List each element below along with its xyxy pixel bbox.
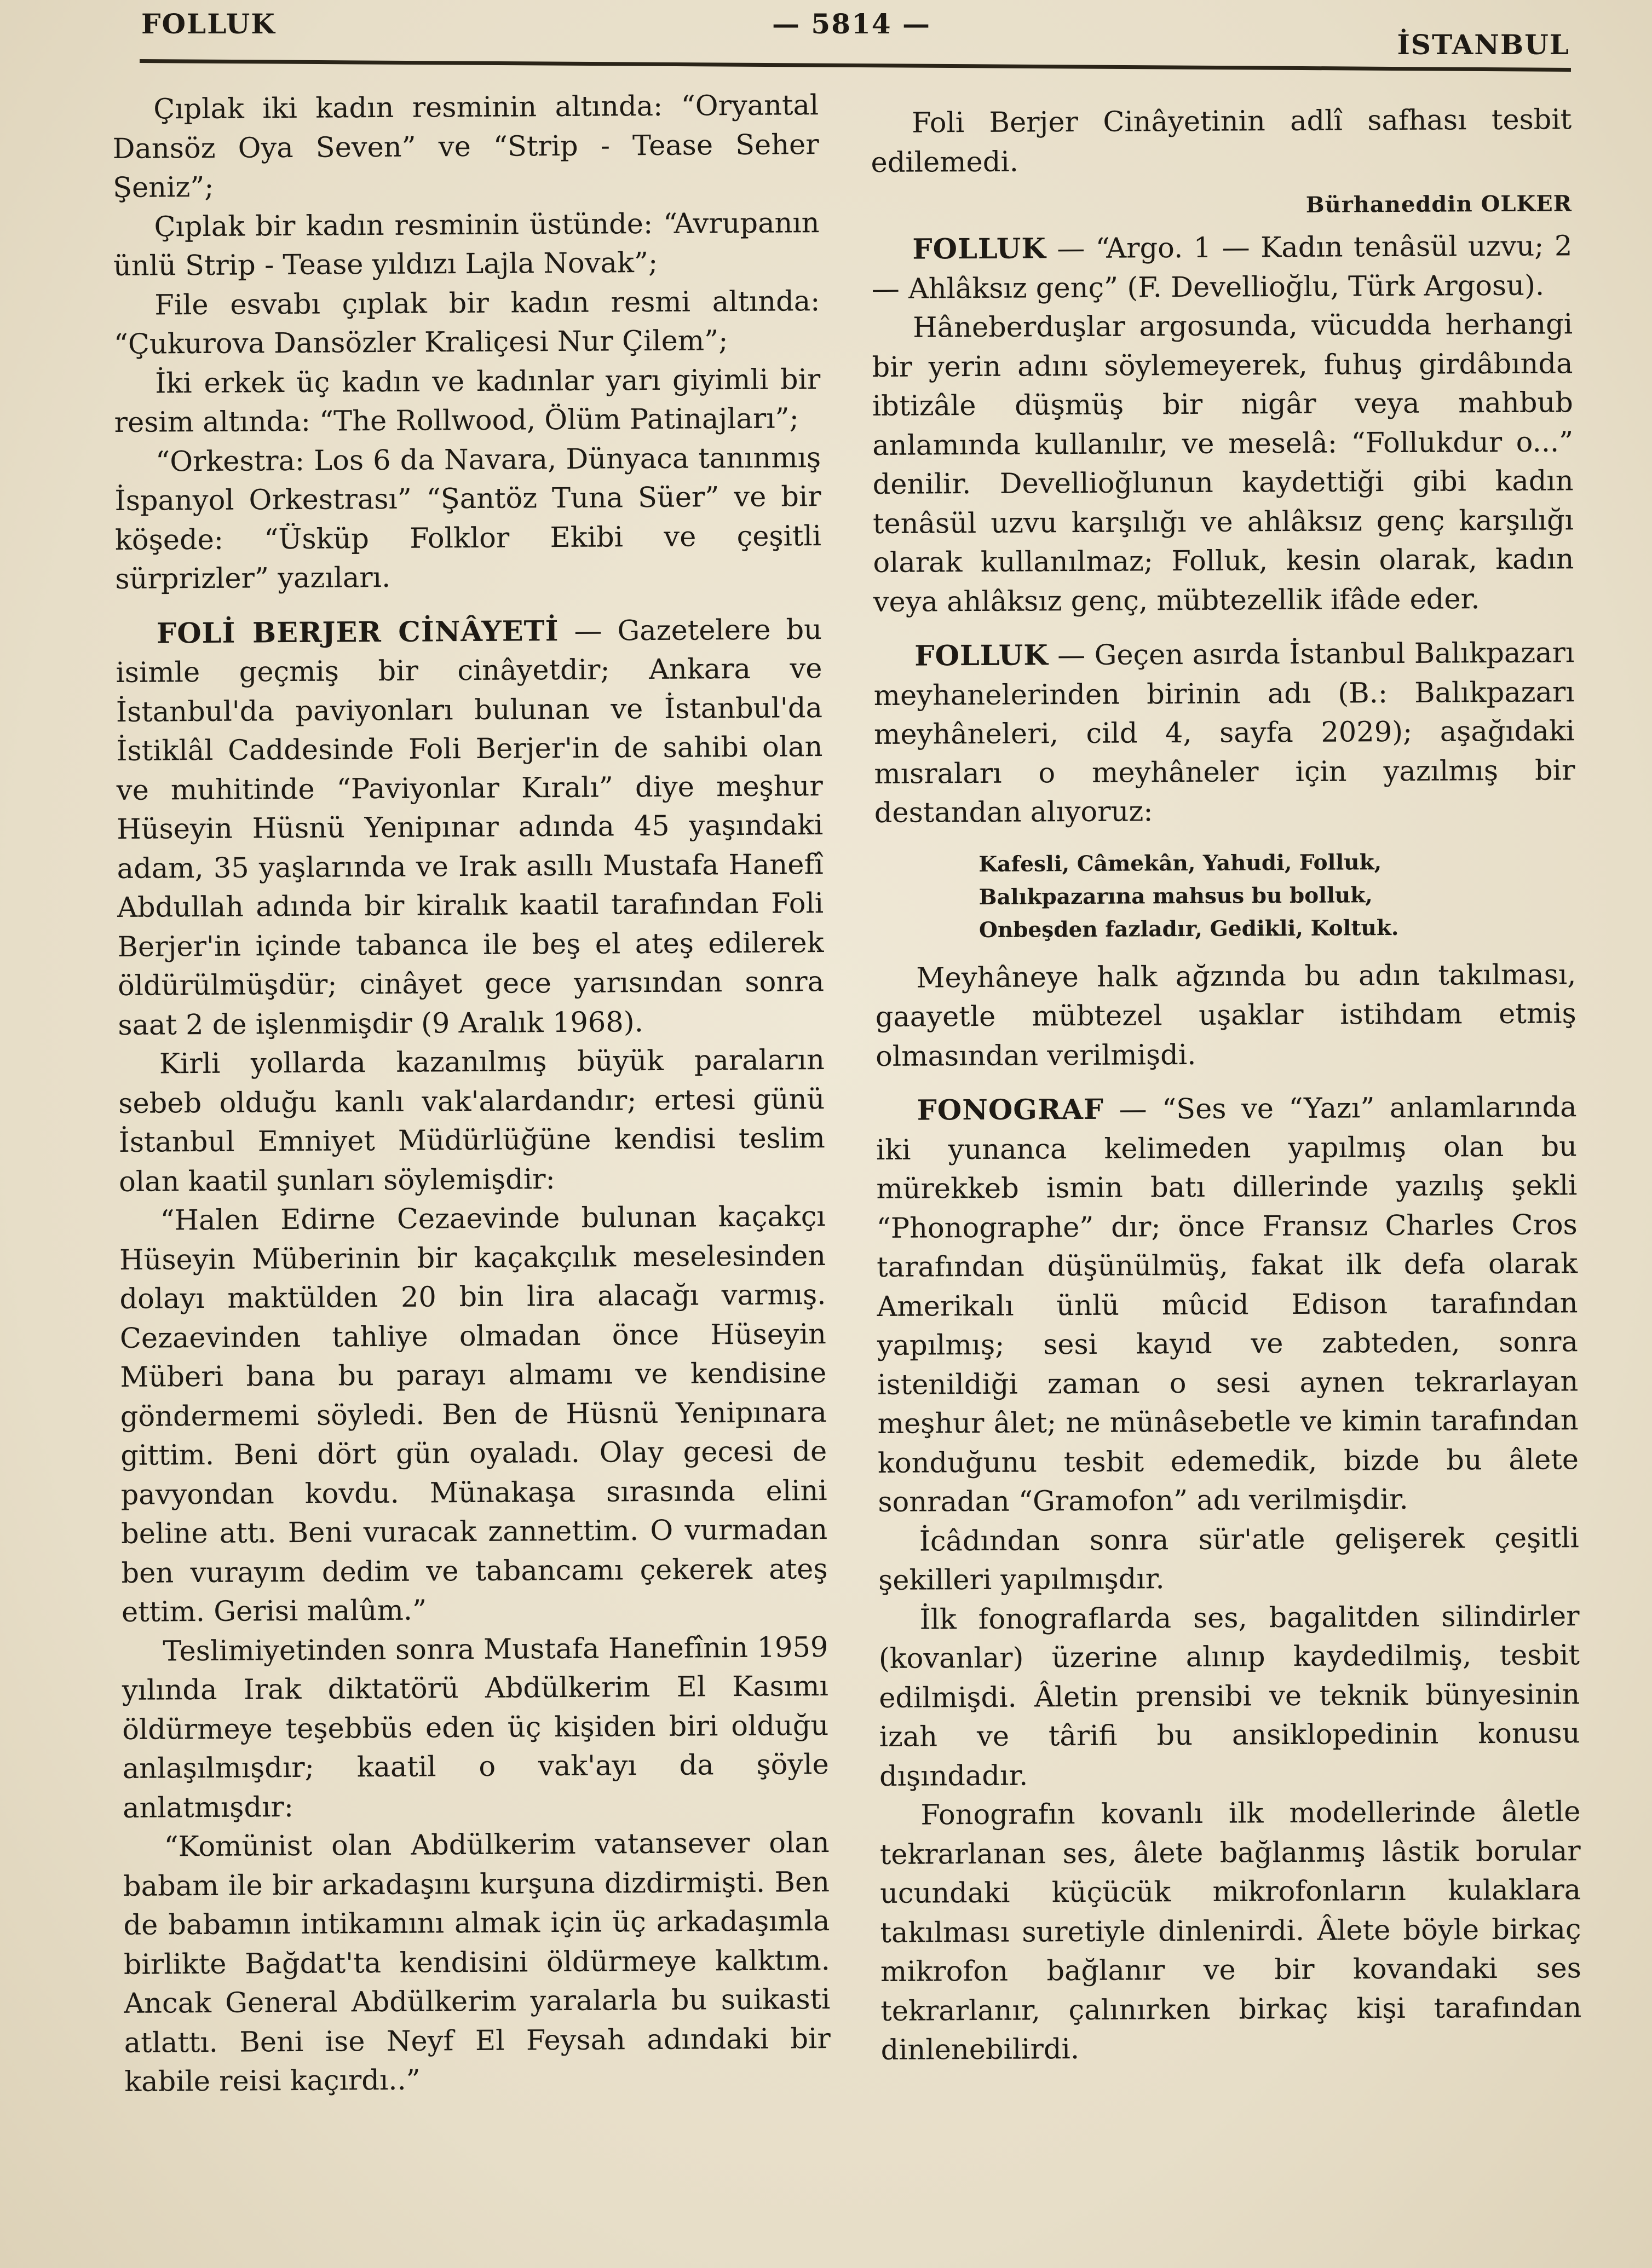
paragraph: Çıplak iki kadın resminin altında: “Oryantal Dansöz Oya Seven” ve “Strip - Tease Seher Şeniz”; (112, 89, 819, 204)
paragraph: Teslimiyetinden sonra Mustafa Hanefînin 1959 yılında Irak diktatörü Abdülkerim El Kasımı öldürmeye teşebbüs eden üç kişiden biri olduğu anlaşılmışdır; kaatil o vak'ayı da şöyle anlatmışdır: (122, 1631, 829, 1825)
right-column (871, 100, 1582, 2070)
paragraph: Meyhâneye halk ağzında bu adın takılması, gaayetle mübtezel uşaklar istihdam etmiş olmasından verilmişdi. (875, 958, 1576, 1073)
paragraph: “Orkestra: Los 6 da Navara, Dünyaca tanınmış İspanyol Orkestrası” “Şantöz Tuna Süer” ve bir köşede: “Üsküp Folklor Ekibi ve çeşitli sürprizler” yazıları. (114, 441, 822, 596)
paragraph: İlk fonograflarda ses, bagalitden silindirler (kovanlar) üzerine alınıp kaydedilmiş, tesbit edilmişdi. Âletin prensibi ve teknik bünyesinin izah ve târifi bu ansiklopedinin konusu dışındadır. (878, 1600, 1580, 1793)
entry-foli-berjer (116, 610, 825, 1045)
paragraph: Fonografın kovanlı ilk modellerinde âletle tekrarlanan ses, âlete bağlanmış lâstik borular ucundaki küçücük mikrofonların kulaklara takılması suretiyle dinlenirdi. Âlete böyle birkaç mikrofon bağlanır ve bir kovandaki ses tekrarlanır, çalınırken birkaç kişi tarafından dinlenebilirdi. (879, 1796, 1582, 2067)
paragraph: İki erkek üç kadın ve kadınlar yarı giyimli bir resim altında: “The Rollwood, Ölüm Patinajları”; (114, 363, 821, 439)
entry-text: — Geçen asırda İstanbul Balıkpazarı meyhanelerinden birinin adı (B.: Balıkpazarı meyhâneleri, cild 4, sayfa 2029); aşağıdaki mısraları o meyhâneler için yazılmış bir destandan alıyoruz: (873, 637, 1575, 829)
running-head-right: İSTANBUL (1397, 28, 1570, 61)
paragraph: Kirli yollarda kazanılmış büyük paraların sebeb olduğu kanlı vak'alardandır; ertesi günü İstanbul Emniyet Müdürlüğüne kendisi teslim olan kaatil şunları söylemişdir: (118, 1044, 825, 1198)
verse-line: Onbeşden fazladır, Gedikli, Koltuk. (978, 915, 1399, 943)
paragraph: File esvabı çıplak bir kadın resmi altında: “Çukurova Dansözler Kraliçesi Nur Çilem”; (113, 285, 820, 361)
entry-text: — “Ses ve “Yazı” anlamlarında iki yunanca kelimeden yapılmış olan bu mürekkeb ismin batı dillerinde yazılış şekli “Phonographe” dır; önce Fransız Charles Cros tarafından düşünülmüş, fakat ilk defa olarak Amerikalı ünlü mûcid Edison tarafından yapılmış; sesi kayıd ve zabteden, sonra istenildiği zaman o sesi aynen tekrarlayan meşhur âlet; ne münâsebetle ve kimin tarafından konduğunu tesbit edemedik, bizde bu âlete sonradan “Gramofon” adı verilmişdir. (876, 1091, 1579, 1519)
running-head-left: FOLLUK (141, 8, 276, 40)
paragraph: Hâneberduşlar argosunda, vücudda herhangi bir yerin adını söylemeyerek, fuhuş girdâbında ibtizâle düşmüş bir nigâr veya mahbub anlamında kullanılır, ve meselâ: “Follukdur o...” denilir. Devellioğlunun kaydettiği gibi kadın tenâsül uzvu karşılığı ve ahlâksız genç karşılığı olarak kullanılmaz; Folluk, kesin olarak, kadın veya ahlâksız genç, mübtezellik ifâde eder. (872, 308, 1574, 619)
verse-line: Balıkpazarına mahsus bu bolluk, (978, 882, 1373, 910)
left-column (112, 86, 831, 2102)
paragraph: Çıplak bir kadın resminin üstünde: “Avrupanın ünlü Strip - Tease yıldızı Lajla Novak”; (113, 206, 820, 282)
author-signature: Bürhaneddin OLKER (1305, 191, 1573, 218)
entry-term: FONOGRAF (917, 1093, 1104, 1127)
page-number: — 5814 — (772, 8, 931, 40)
verse-block (978, 845, 1576, 947)
paragraph: Foli Berjer Cinâyetinin adlî safhası tesbit edilemedi. (871, 103, 1572, 179)
entry-folluk-1 (871, 227, 1573, 309)
entry-text: — Gazetelere bu isimle geçmiş bir cinâyetdir; Ankara ve İstanbul'da paviyonları bulunan ve İstanbul'da İstiklâl Caddesinde Foli Berjer'in de sahibi olan ve muhitinde “Paviyonlar Kıralı” diye meşhur Hüseyin Hüsnü Yenipınar adında 45 yaşındaki adam, 35 yaşlarında ve Irak asıllı Mustafa Hanefî Abdullah adında bir kiralık kaatil tarafından Foli Berjer'in içinde tabanca ile beş el ateş edilerek öldürülmüşdür; cinâyet gece yarısından sonra saat 2 de işlenmişdir (9 Aralık 1968). (116, 613, 825, 1042)
quote-paragraph: “Halen Edirne Cezaevinde bulunan kaçakçı Hüseyin Müberinin bir kaçakçılık meselesinden dolayı maktülden 20 bin lira alacağı varmış. Cezaevinden tahliye olmadan önce Hüseyin Müberi bana bu parayı almamı ve kendisine göndermemi söyledi. Ben de Hüsnü Yenipınara gittim. Beni dört gün oyaladı. Olay gecesi de pavyondan kovdu. Münakaşa sırasında elini beline attı. Beni vuracak zannettim. O vurmadan ben vurayım dedim ve tabancamı çekerek ateş ettim. Gerisi malûm.” (119, 1201, 828, 1629)
entry-term: FOLLUK (912, 232, 1046, 266)
verse-line: Kafesli, Câmekân, Yahudi, Folluk, (978, 849, 1382, 877)
header-rule (140, 59, 1571, 72)
quote-paragraph: “Komünist olan Abdülkerim vatansever olan babam ile bir arkadaşını kurşuna dizdirmişti. Ben de babamın intikamını almak için üç arkadaşımla birlikte Bağdat'ta kendisini öldürmeye kalktım. Ancak General Abdülkerim yaralarla bu suikasti atlattı. Beni ise Neyf El Feysah adındaki bir kabile reisi kaçırdı..” (123, 1827, 831, 2098)
entry-folluk-2 (873, 633, 1575, 833)
entry-text: — “Argo. 1 — Kadın tenâsül uzvu; 2 — Ahlâksız genç” (F. Devellioğlu, Türk Argosu). (871, 230, 1573, 305)
entry-term: FOLLUK (914, 639, 1049, 673)
paragraph: İcâdından sonra sür'atle gelişerek çeşitli şekilleri yapılmışdır. (878, 1521, 1579, 1597)
entry-fonograf (876, 1088, 1579, 1522)
entry-term: FOLİ BERJER CİNÂYETİ (156, 614, 559, 650)
